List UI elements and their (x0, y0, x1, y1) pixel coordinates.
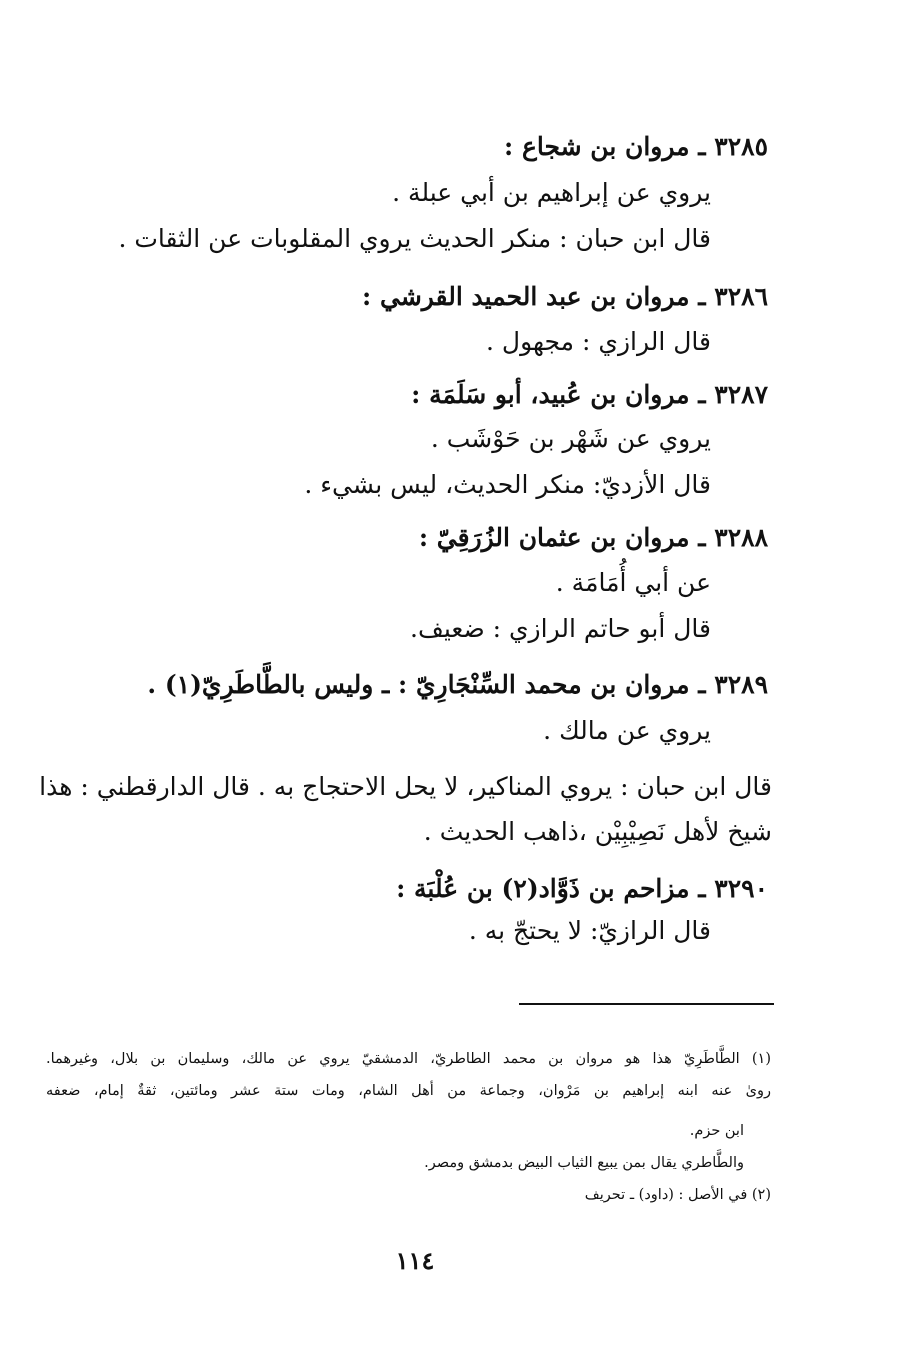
entry-3289-line-3: شيخ لأهل نَصِيْبِيْن ،ذاهب الحديث . (423, 817, 772, 846)
footnote-1-line-4: والطَّاطري يقال بمن يبيع الثياب البيض بدمشق ومصر. (424, 1155, 744, 1171)
footnote-2: (٢) في الأصل : (داود) ـ تحريف (584, 1187, 771, 1203)
entry-3287-line-1: يروي عن شَهْر بن حَوْشَب . (430, 424, 711, 453)
entry-3288-line-2: قال أبو حاتم الرازي : ضعيف. (410, 614, 711, 643)
footnote-1-line-2: روىٰ عنه ابنه إبراهيم بن مَرْوان، وجماعة من أهل الشام، ومات ستة عشر ومائتين، ثقةٌ إمام، ضعفه (46, 1083, 771, 1099)
entry-3288-heading: ٣٢٨٨ ـ مروان بن عثمان الزُرَقِيّ : (418, 523, 768, 552)
footnote-1-line-1: (١) الطَّاطَرِيّ هذا هو مروان بن محمد الطاطريّ، الدمشقيّ يروي عن مالك، وسليمان بن بلال، وغيرهما. (46, 1051, 771, 1067)
footnote-1-line-3: ابن حزم. (689, 1123, 744, 1139)
page-number: ١١٤ (395, 1246, 435, 1275)
entry-3286-line-1: قال الرازي : مجهول . (486, 327, 711, 356)
entry-3290-line-1: قال الرازيّ: لا يحتجّ به . (468, 916, 711, 945)
entry-3290-heading: ٣٢٩٠ ـ مزاحم بن ذَوَّاد(٢) بن عُلْبَة : (396, 874, 768, 903)
entry-3287-heading: ٣٢٨٧ ـ مروان بن عُبيد، أبو سَلَمَة : (411, 380, 768, 409)
entry-3289-heading: ٣٢٨٩ ـ مروان بن محمد السِّنْجَارِيّ : ـ وليس بالطَّاطَرِيّ(١) . (147, 670, 768, 699)
entry-3289-line-2: قال ابن حبان : يروي المناكير، لا يحل الاحتجاج به . قال الدارقطني : هذا (39, 772, 772, 801)
entry-3288-line-1: عن أبي أُمَامَة . (555, 568, 711, 597)
entry-3287-line-2: قال الأزديّ: منكر الحديث، ليس بشيء . (304, 470, 711, 499)
entry-3285-line-1: يروي عن إبراهيم بن أبي عبلة . (392, 178, 711, 207)
entry-3289-line-1: يروي عن مالك . (543, 716, 711, 745)
entry-3286-heading: ٣٢٨٦ ـ مروان بن عبد الحميد القرشي : (362, 282, 768, 311)
entry-3285-heading: ٣٢٨٥ ـ مروان بن شجاع : (504, 132, 768, 161)
footnote-divider (519, 1003, 774, 1005)
entry-3285-line-2: قال ابن حبان : منكر الحديث يروي المقلوبات عن الثقات . (118, 224, 711, 253)
